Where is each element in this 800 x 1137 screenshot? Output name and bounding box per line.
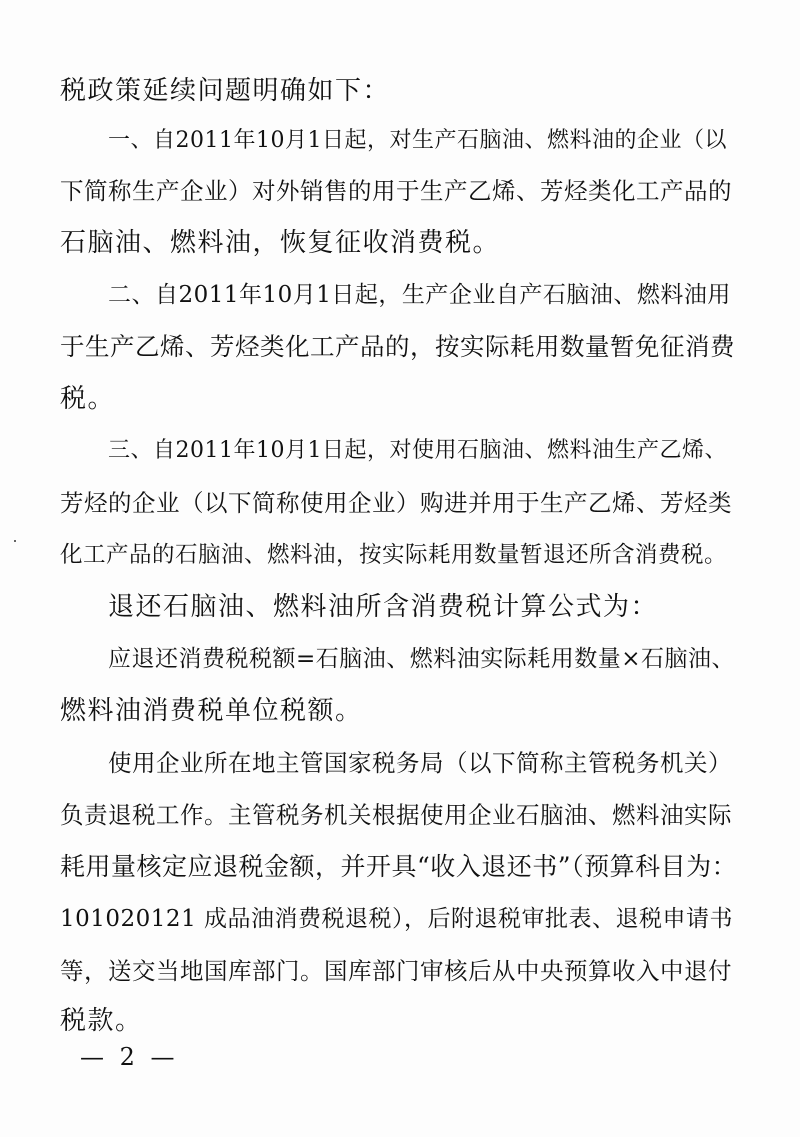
text-line-12: 应退还消费税税额=石脑油、燃料油实际耗用数量×石脑油、 bbox=[108, 646, 736, 672]
text-line-6: 于生产乙烯、芳烃类化工产品的，按实际耗用数量暂免征消费 bbox=[60, 332, 735, 361]
text-line-18: 等，送交当地国库部门。国库部门审核后从中央预算收入中退付 bbox=[60, 957, 732, 985]
text-line-19: 税款。 bbox=[60, 1006, 143, 1036]
text-line-14: 使用企业所在地主管国家税务局（以下简称主管税务机关） bbox=[108, 749, 732, 777]
text-line-15: 负责退税工作。主管税务机关根据使用企业石脑油、燃料油实际 bbox=[60, 801, 732, 829]
text-line-13: 燃料油消费税单位税额。 bbox=[60, 696, 363, 726]
page-number: — 2 — bbox=[80, 1043, 179, 1071]
text-line-4: 石脑油、燃料油，恢复征收消费税。 bbox=[60, 228, 501, 258]
text-line-7: 税。 bbox=[60, 384, 116, 414]
text-line-11: 退还石脑油、燃料油所含消费税计算公式为： bbox=[108, 592, 659, 622]
scan-speck bbox=[14, 540, 16, 542]
text-line-8: 三、自2011年10月1日起，对使用石脑油、燃料油生产乙烯、 bbox=[108, 438, 727, 463]
text-line-1: 税政策延续问题明确如下： bbox=[60, 76, 391, 106]
text-line-2: 一、自2011年10月1日起，对生产石脑油、燃料油的企业（以 bbox=[108, 128, 727, 153]
text-line-17: 101020121 成品油消费税退税），后附退税审批表、退税申请书 bbox=[60, 906, 734, 932]
text-line-5: 二、自2011年10月1日起，生产企业自产石脑油、燃料油用 bbox=[108, 282, 731, 308]
text-line-16: 耗用量核定应退税金额，并开具“收入退还书”（预算科目为： bbox=[60, 852, 738, 881]
text-line-10: 化工产品的石脑油、燃料油，按实际耗用数量暂退还所含消费税。 bbox=[60, 542, 728, 568]
text-line-9: 芳烃的企业（以下简称使用企业）购进并用于生产乙烯、芳烃类 bbox=[60, 489, 732, 517]
text-line-3: 下简称生产企业）对外销售的用于生产乙烯、芳烃类化工产品的 bbox=[60, 177, 732, 205]
